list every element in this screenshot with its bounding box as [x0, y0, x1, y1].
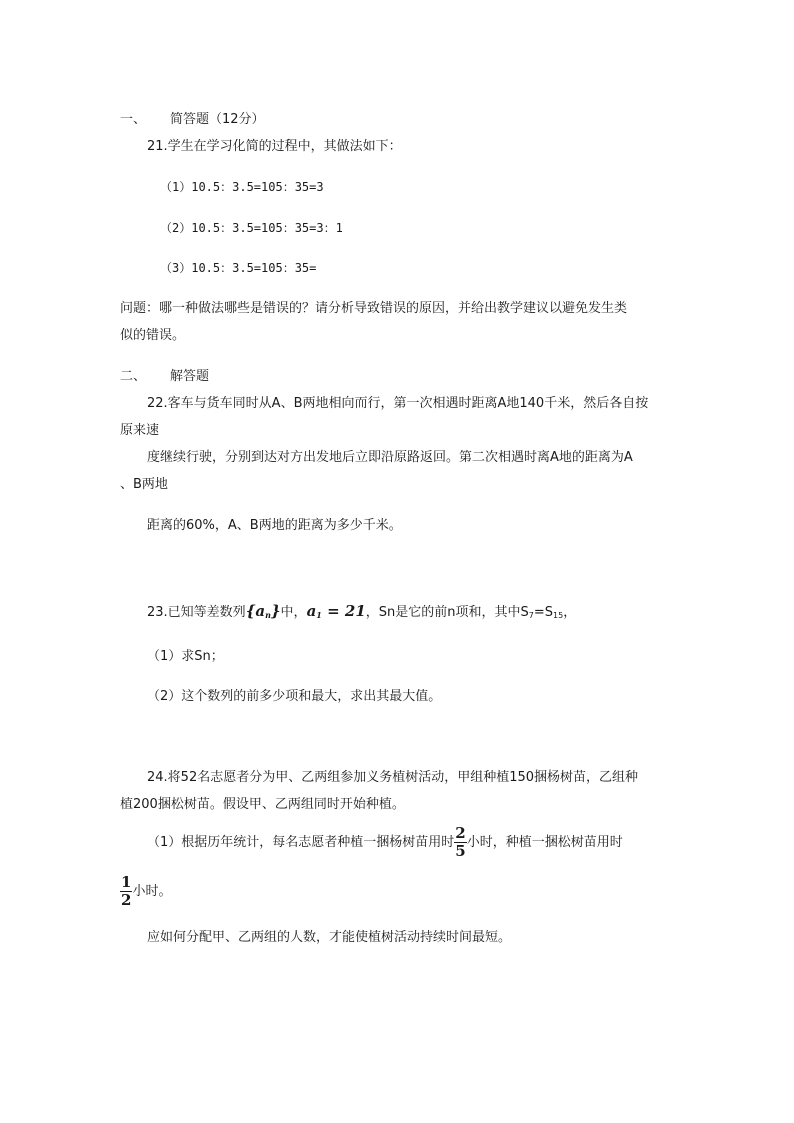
q23-stem: 23.已知等差数列$\{a_n\}$中，$a_1 = 21$，Sn是它的前n项和，其中$S_7=S_{15}$，: [147, 602, 577, 620]
section2-title: 解答题: [170, 369, 210, 384]
q21-option-2: （2）10.5：3.5=105：35=3：1: [160, 221, 343, 235]
q21-question-line1: 问题：哪一种做法哪些是错误的？请分析导致错误的原因，并给出教学建议以避免发生类: [120, 301, 628, 316]
q24-line2: 植200捆松树苗。假设甲、乙两组同时开始种植。: [120, 797, 405, 812]
q24-line1: 24.将52名志愿者分为甲、乙两组参加义务植树活动，甲组种植150捆杨树苗，乙组种: [147, 770, 639, 785]
section1-title: 简答题（12分）: [170, 112, 265, 127]
q21-stem: 21.学生在学习化简的过程中，其做法如下：: [147, 139, 402, 154]
fraction-two-fifths: $\frac{2}{5}$: [455, 824, 466, 860]
q22-line1: 22.客车与货车同时从A、B两地相向而行，第一次相遇时距离A地140千米，然后各自按: [147, 396, 649, 411]
q22-line5: 距离的60%，A、B两地的距离为多少千米。: [147, 518, 402, 533]
q23-prefix: 23.已知等差数列: [147, 605, 246, 620]
q21-question-line2: 似的错误。: [120, 328, 186, 343]
q23-suffix: ，Sn是它的前n项和，其中S: [365, 605, 529, 620]
q22-line3: 度继续行驶，分别到达对方出发地后立即沿原路返回。第二次相遇时离A地的距离为A: [147, 450, 633, 465]
q23-part1: （1）求Sn；: [147, 649, 224, 664]
q23-mid: 中，: [280, 605, 307, 620]
fraction-one-half: $\frac{1}{2}$: [121, 873, 132, 909]
q24-part1: （1）根据历年统计，每名志愿者种植一捆杨树苗用时 $\frac{2}{5}$ 小时，种植一捆松树苗用时: [147, 824, 623, 860]
section2-number: 二、: [120, 369, 147, 384]
q21-option-3: （3）10.5：3.5=105：35=: [160, 261, 317, 275]
q22-line2: 原来速: [120, 423, 160, 438]
q23-sequence-notation: $\{a_n\}$: [245, 602, 281, 620]
q23-part2: （2）这个数列的前多少项和最大，求出其最大值。: [147, 689, 442, 704]
q24-part1-cont: $\frac{1}{2}$ 小时。: [121, 873, 172, 909]
q21-option-1: （1）10.5：3.5=105：35=3: [160, 180, 324, 194]
section1-number: 一、: [120, 112, 147, 127]
q24-part1-question: 应如何分配甲、乙两组的人数，才能使植树活动持续时间最短。: [147, 930, 512, 945]
q22-line4: 、B两地: [120, 477, 168, 492]
q23-a1-equation: $a_1 = 21$: [306, 602, 366, 620]
